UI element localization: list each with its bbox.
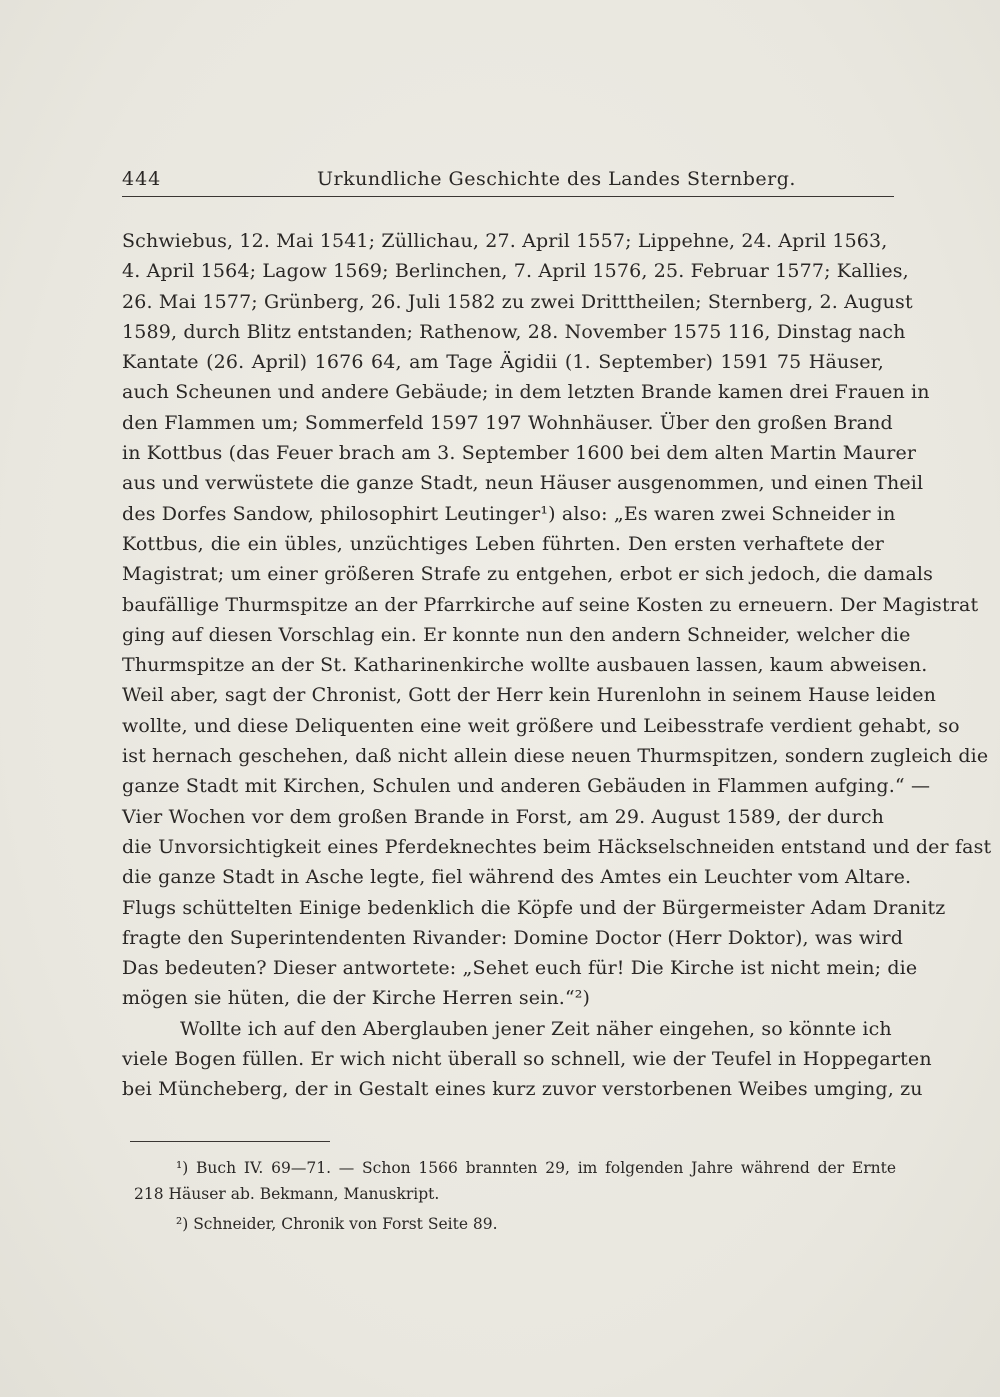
text-line: bei Müncheberg, der in Gestalt eines kurz zuvor verstorbenen Weibes umging, zu: [122, 1078, 923, 1101]
text-line: auch Scheunen und andere Gebäude; in dem letzten Brande kamen drei Frauen in: [122, 381, 930, 404]
text-line: Kottbus, die ein übles, unzüchtiges Leben führten. Den ersten verhaftete der: [122, 532, 884, 555]
text-line: Flugs schüttelten Einige bedenklich die Köpfe und der Bürgermeister Adam Dranitz: [122, 896, 946, 919]
text-line: 4. April 1564; Lagow 1569; Berlinchen, 7. April 1576, 25. Februar 1577; Kallies,: [122, 260, 909, 283]
text-line: Magistrat; um einer größeren Strafe zu entgehen, erbot er sich jedoch, die damals: [122, 563, 934, 586]
footnotes: [134, 1155, 896, 1237]
text-line: Das bedeuten? Dieser antwortete: „Sehet euch für! Die Kirche ist nicht mein; die: [122, 957, 918, 980]
footnote-1-continuation: 218 Häuser ab. Bekmann, Manuskript.: [134, 1185, 440, 1203]
text-line: die Unvorsichtigkeit eines Pferdeknechtes beim Häckselschneiden entstand und der fast: [122, 835, 992, 858]
text-line: den Flammen um; Sommerfeld 1597 197 Wohnhäuser. Über den großen Brand: [122, 411, 893, 434]
text-line: Weil aber, sagt der Chronist, Gott der Herr kein Hurenlohn in seinem Hause leiden: [122, 684, 937, 707]
page-header: [122, 168, 894, 197]
text-line: in Kottbus (das Feuer brach am 3. September 1600 bei dem alten Martin Maurer: [122, 442, 917, 465]
footnote-divider: [130, 1141, 330, 1142]
text-line: baufällige Thurmspitze an der Pfarrkirche auf seine Kosten zu erneuern. Der Magistrat: [122, 593, 979, 616]
text-line: Kantate (26. April) 1676 64, am Tage Ägidii (1. September) 1591 75 Häuser,: [122, 351, 884, 374]
text-line: die ganze Stadt in Asche legte, fiel während des Amtes ein Leuchter vom Altare.: [122, 866, 912, 889]
text-line: des Dorfes Sandow, philosophirt Leutinger¹) also: „Es waren zwei Schneider in: [122, 502, 896, 525]
text-line: viele Bogen füllen. Er wich nicht überall so schnell, wie der Teufel in Hoppegarten: [122, 1048, 932, 1071]
text-line: Schwiebus, 12. Mai 1541; Züllichau, 27. April 1557; Lippehne, 24. April 1563,: [122, 230, 888, 252]
page-number: 444: [122, 168, 162, 190]
text-line: ganze Stadt mit Kirchen, Schulen und anderen Gebäuden in Flammen aufging.“ —: [122, 775, 931, 798]
text-line: Vier Wochen vor dem großen Brande in Forst, am 29. August 1589, der durch: [122, 805, 884, 828]
text-line: 1589, durch Blitz entstanden; Rathenow, 28. November 1575 116, Dinstag nach: [122, 320, 906, 343]
running-title: Urkundliche Geschichte des Landes Sternberg.: [317, 168, 796, 190]
text-line: aus und verwüstete die ganze Stadt, neun Häuser ausgenommen, und einen Theil: [122, 472, 924, 495]
text-line: ist hernach geschehen, daß nicht allein diese neuen Thurmspitzen, sondern zugleich die: [122, 745, 989, 768]
text-line: mögen sie hüten, die der Kirche Herren sein.“²): [122, 987, 591, 1010]
footnote-1: ¹) Buch IV. 69—71. — Schon 1566 brannten 29, im folgenden Jahre während der Ernte: [176, 1159, 896, 1177]
text-line: ging auf diesen Vorschlag ein. Er konnte nun den andern Schneider, welcher die: [122, 623, 911, 646]
body-text: [122, 226, 992, 1105]
text-line: 26. Mai 1577; Grünberg, 26. Juli 1582 zu zwei Dritttheilen; Sternberg, 2. August: [122, 290, 913, 313]
footnote-2: ²) Schneider, Chronik von Forst Seite 89.: [176, 1215, 498, 1233]
text-line: fragte den Superintendenten Rivander: Domine Doctor (Herr Doktor), was wird: [122, 926, 904, 949]
text-line: wollte, und diese Deliquenten eine weit größere und Leibesstrafe verdient gehabt, so: [122, 714, 960, 737]
paragraph-start-line: Wollte ich auf den Aberglauben jener Zeit näher eingehen, so könnte ich: [180, 1017, 892, 1040]
text-line: Thurmspitze an der St. Katharinenkirche wollte ausbauen lassen, kaum abweisen.: [122, 654, 928, 677]
